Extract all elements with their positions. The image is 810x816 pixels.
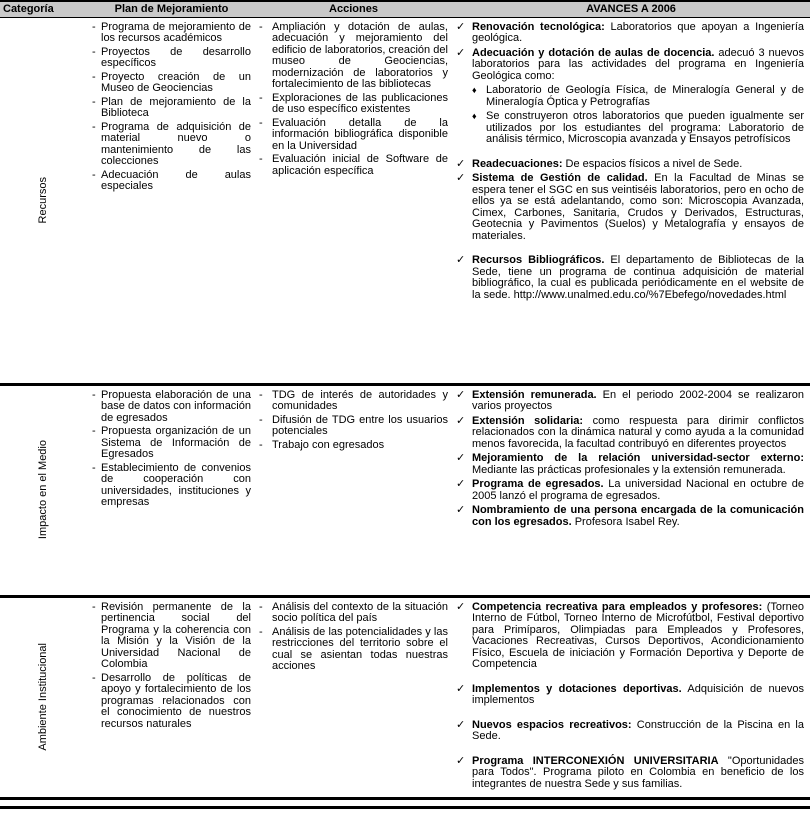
avance-item-lead: Adecuación y dotación de aulas de docencia. [472,46,715,59]
dash-marker: - [259,20,263,33]
category-label: Impacto en el Medio [37,440,50,540]
header-categoria: Categoría [3,3,54,15]
dash-marker: - [259,91,263,104]
dash-marker: - [92,600,96,613]
accion-item [259,390,448,413]
avance-item [456,416,804,451]
avance-item-lead: Readecuaciones: [472,157,563,170]
table-row [0,18,810,386]
bottom-rule [0,800,810,809]
avance-item [456,720,804,743]
table-header [0,0,810,18]
dash-marker: - [92,461,96,474]
avance-item-text: Laboratorios que apoyan a Ingeniería geológica. [472,20,804,44]
dash-marker: - [92,120,96,133]
dash-marker: - [259,116,263,129]
avance-item [456,255,804,301]
check-icon: ✓ [456,718,466,731]
plan-item-text: Proyecto creación de un Museo de Geociencias [101,70,251,94]
avance-item-text: La universidad Nacional en octubre de 2005 lanzó el programa de egresados. [472,478,804,502]
check-icon: ✓ [456,682,466,695]
avance-item-lead: Recursos Bibliográficos. [472,254,605,266]
avance-item-lead: Nuevos espacios recreativos: [472,718,632,731]
plan-item [92,122,251,168]
accion-item [259,627,448,673]
check-icon: ✓ [456,504,466,516]
accion-item [259,118,448,153]
accion-item [259,154,448,177]
avance-item-lead: Renovación tecnológica: [472,20,605,33]
plan-item [92,673,251,731]
header-plan-de-mejoramiento: Plan de Mejoramiento [114,3,229,15]
accion-item-text: Trabajo con egresados [272,438,385,451]
avances-cell [452,598,810,798]
avance-item-lead: Competencia recreativa para empleados y profesores: [472,600,763,613]
avance-item-text: En el periodo 2002-2004 se realizaron varios proyectos [472,388,804,412]
dash-marker: - [259,388,263,401]
accion-item-text: Análisis de las potencialidades y las restricciones del territorio sobre el cual se asientan todas nuestras acciones [272,625,448,672]
plan-item-text: Establecimiento de convenios de cooperación con universidades, instituciones y empresas [101,461,251,508]
dash-marker: - [259,625,263,638]
dash-marker: - [259,413,263,426]
header-avances-a-2006: AVANCES A 2006 [586,3,676,15]
avance-item-lead: Implementos y dotaciones deportivas. [472,682,682,695]
plan-item-text: Propuesta elaboración de una base de datos con información de egresados [101,388,251,424]
avance-item [456,22,804,45]
plan-item [92,22,251,45]
category-label: Ambiente Institucional [37,643,50,752]
dash-marker: - [92,425,96,437]
category-cell [0,598,88,798]
plan-item-text: Programa de mejoramiento de los recursos académicos [101,20,251,44]
acciones-cell [255,598,452,798]
avances-cell [452,18,810,383]
avance-item-lead: Mejoramiento de la relación universidad-sector externo: [472,452,804,464]
avance-item-text: "Oportunidades para Todos". Programa piloto en Colombia en beneficio de los integrantes de nuestra Sede y sus familias. [472,754,804,790]
plan-item-text: Revisión permanente de la pertinencia social del Programa y la coherencia con la Misión y la Visión de la Universidad Nacional de Colombia [101,600,251,670]
check-icon: ✓ [456,414,466,427]
avance-item-text: (Torneo Interno de Fútbol, Torneo Interno de Microfútbol, Festival deportivo para Primíparos, Olimpiadas para Empleados y Profesores, Vacaciones Recreativas, Cursos Deportivos, Acondicionamiento Físico, Escuela de iniciación y Formación Deportiva y Deporte de Competencia [472,600,804,670]
category-cell [0,386,88,595]
avance-item-text: adecuó 3 nuevos laboratorios para las actividades del programa en Ingeniería Geológica como: [472,46,804,82]
category-cell [0,18,88,383]
dash-marker: - [259,600,263,613]
plan-item [92,72,251,95]
check-icon: ✓ [456,452,466,464]
plan-item [92,390,251,425]
check-icon: ✓ [456,172,466,184]
accion-item-text: Difusión de TDG entre los usuarios potenciales [272,413,448,437]
avance-item [456,453,804,476]
accion-item [259,602,448,625]
plan-item [92,170,251,193]
plan-item [92,47,251,70]
table-row [0,386,810,598]
avance-item [456,684,804,707]
plan-item-text: Plan de mejoramiento de la Biblioteca [101,95,251,119]
diamond-icon: ♦ [472,111,477,121]
check-icon: ✓ [456,600,466,613]
plan-item [92,463,251,509]
accion-item [259,415,448,438]
accion-item [259,440,448,452]
avance-item [456,159,804,171]
acciones-cell [255,386,452,595]
dash-marker: - [259,438,263,451]
dash-marker: - [92,671,96,684]
plan-item-text: Adecuación de aulas especiales [101,168,251,192]
dash-marker: - [92,95,96,108]
plan-item-text: Programa de adquisición de material nuevo o mantenimiento de las colecciones [101,120,251,167]
avance-item [456,479,804,502]
plan-cell [88,386,255,595]
avance-item-lead: Sistema de Gestión de calidad. [472,172,648,184]
avances-cell [452,386,810,595]
accion-item-text: Evaluación inicial de Software de aplicación específica [272,153,448,177]
avance-item [456,85,804,108]
dash-marker: - [92,70,96,83]
check-icon: ✓ [456,46,466,59]
dash-marker: - [92,168,96,181]
plan-item [92,426,251,461]
dash-marker: - [259,153,263,165]
accion-item [259,93,448,116]
avance-item-lead: Programa de egresados. [472,478,604,490]
dash-marker: - [92,388,96,401]
dash-marker: - [92,45,96,58]
acciones-cell [255,18,452,383]
avance-item-text: Se construyeron otros laboratorios que pueden igualmente ser utilizados por los estudiantes del programa: Laboratorio de análisis térmico, Microscopia avanzada y Ensayos petrofísicos [486,110,804,145]
avance-item-text: El departamento de Bibliotecas de la Sede, tiene un programa de continua adquisición de material bibliográfico, la cual es publicada periódicamente en el website de la sede. http://www.unalmed.edu.co/%7Ebefego/novedades.html [472,254,804,301]
plan-item [92,602,251,671]
avance-item-text: De espacios físicos a nivel de Sede. [562,157,743,170]
plan-item-text: Propuesta organización de un Sistema de Información de Egresados [101,425,251,460]
accion-item-text: Ampliación y dotación de aulas, adecuación y mejoramiento del edificio de laboratorios, creación del museo de Geociencias, modernización de laboratorios y fortalecimiento de las bibliotecas [272,20,448,90]
check-icon: ✓ [456,388,466,401]
check-icon: ✓ [456,20,466,33]
dash-marker: - [92,20,96,33]
plan-item [92,97,251,120]
avance-item-text: Construcción de la Piscina en la Sede. [472,718,804,742]
accion-item-text: Exploraciones de las publicaciones de uso específico existentes [272,91,448,115]
avance-item-text: Adquisición de nuevos implementos [472,682,805,706]
avance-item-text: En la Facultad de Minas se espera tener el SGC en sus veintiséis laboratorios, pero en ocho de ellos ya se está adelantando, como son: Microscopia Avanzada, Cimex, Carbones, Sanitaria, Crudos y Derivados, Estructuras, Geotecnia y Pavimentos (Suelos) y Metalografía y ensayos de materiales. [472,172,804,242]
check-icon: ✓ [456,754,466,767]
avance-item-lead: Nombramiento de una persona encargada de la comunicación con los egresados. [472,504,804,528]
avance-item [456,505,804,528]
accion-item-text: Evaluación detalla de la información bibliográfica disponible en la Universidad [272,116,448,152]
diamond-icon: ♦ [472,85,477,95]
avance-item-lead: Programa INTERCONEXIÓN UNIVERSITARIA [472,754,719,767]
plan-cell [88,598,255,798]
accion-item-text: Análisis del contexto de la situación socio política del país [272,600,448,624]
avance-item [456,111,804,146]
check-icon: ✓ [456,254,466,266]
avance-item [456,48,804,83]
check-icon: ✓ [456,478,466,490]
avance-item [456,390,804,413]
avance-item [456,756,804,791]
avance-item [456,602,804,671]
accion-item [259,22,448,91]
avance-item [456,173,804,242]
avance-item-lead: Extensión solidaria: [472,414,584,427]
avance-item-text: como respuesta para dirimir conflictos relacionados con la dinámica natural y como ayuda a la comunidad menos favorecida, la facultad contribuyó en diferentes proyectos [472,414,805,450]
check-icon: ✓ [456,157,466,170]
plan-item-text: Desarrollo de políticas de apoyo y fortalecimiento de los programas relacionados con el conocimiento de nuestros recursos naturales [101,671,251,730]
plan-item-text: Proyectos de desarrollo específicos [101,45,251,69]
header-acciones: Acciones [329,3,378,15]
avance-item-text: Profesora Isabel Rey. [571,515,680,528]
category-label: Recursos [37,176,50,224]
avance-item-text: Mediante las prácticas profesionales y la extensión remunerada. [472,463,786,476]
avance-item-lead: Extensión remunerada. [472,388,597,401]
table-row [0,598,810,801]
plan-cell [88,18,255,383]
table-body [0,18,810,801]
avance-item-text: Laboratorio de Geología Física, de Mineralogía General y de Mineralogía Óptica y Petrografías [486,84,804,108]
accion-item-text: TDG de interés de autoridades y comunidades [272,388,448,412]
